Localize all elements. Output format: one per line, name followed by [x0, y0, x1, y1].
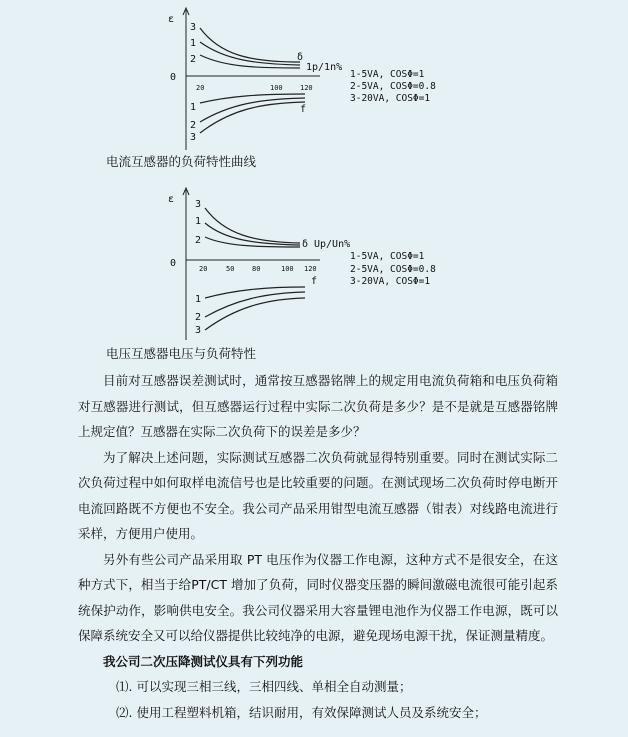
fig1-x-axis-label: 1p/1n% — [306, 62, 343, 73]
fig1-tick: 100 — [270, 84, 283, 92]
fig1-upper-curve-3 — [200, 28, 300, 62]
fig2-origin-label: 0 — [170, 258, 177, 269]
paragraph: 另外有些公司产品采用取 PT 电压作为仪器工作电源，这种方式不是很安全，在这种方式下，相当于给PT/CT 增加了负荷，同时仪器变压器的瞬间激磁电流很可能引起系统保护动作，影响供电安全。我公司仪器采用大容量锂电池作为仪器工作电源，既可以保障系统安全又可以给仪器提供比较纯净的电源，避免现场电源干扰，保证测量精度。 — [78, 551, 558, 643]
fig1-lower-curve-2 — [200, 98, 305, 122]
fig2-legend-item: 3-20VA, COSΦ=1 — [350, 276, 431, 287]
fig1-legend-item: 1-5VA, COSΦ=1 — [350, 69, 425, 80]
fig1-delta-label: δ — [297, 52, 304, 63]
fig1-curve-label: 2 — [190, 54, 197, 65]
fig2-lower-curve-3 — [205, 298, 305, 330]
document-body — [78, 368, 558, 725]
fig2-curve-label: 1 — [195, 294, 202, 305]
fig1-curve-label: 1 — [190, 38, 197, 49]
fig2-f-label: f — [311, 276, 318, 287]
fig1-y-axis-label: ε — [168, 14, 175, 25]
fig1-caption: 电流互感器的负荷特性曲线 — [106, 154, 257, 169]
fig2-curve-label: 3 — [195, 325, 202, 336]
fig1-legend-item: 2-5VA, COSΦ=0.8 — [350, 81, 436, 92]
fig1-curve-label: 2 — [190, 120, 197, 131]
fig2-caption: 电压互感器电压与负荷特性 — [106, 346, 257, 361]
fig2-tick: 20 — [199, 265, 208, 273]
fig2-curve-label: 1 — [195, 216, 202, 227]
fig2-upper-curve-3 — [205, 208, 300, 243]
fig2-delta-label: δ — [302, 239, 309, 250]
fig2-curve-label: 3 — [195, 199, 202, 210]
current-transformer-chart — [0, 0, 628, 160]
feature-item: ⑴. 可以实现三相三线，三相四线、单相全自动测量； — [116, 679, 412, 694]
fig2-legend-item: 1-5VA, COSΦ=1 — [350, 251, 425, 262]
fig1-curve-label: 3 — [190, 22, 197, 33]
fig2-tick: 80 — [252, 265, 261, 273]
paragraph: 目前对互感器误差测试时，通常按互感器铭牌上的规定用电流负荷箱和电压负荷箱对互感器进行测试，但互感器运行过程中实际二次负荷是多少？是不是就是互感器铭牌上规定值？互感器在实际二次负荷下的误差是多少？ — [78, 373, 558, 439]
fig1-curve-label: 1 — [190, 102, 197, 113]
fig2-tick: 50 — [226, 265, 235, 273]
fig2-tick: 120 — [304, 265, 317, 273]
fig2-curve-label: 2 — [195, 235, 202, 246]
voltage-transformer-chart — [0, 180, 628, 345]
fig1-tick: 20 — [196, 84, 205, 92]
fig1-tick: 120 — [300, 84, 313, 92]
fig2-y-axis-label: ε — [168, 194, 175, 205]
fig1-lower-curve-3 — [200, 102, 305, 133]
section-heading: 我公司二次压降测试仪具有下列功能 — [103, 653, 304, 669]
feature-item: ⑵. 使用工程塑料机箱，结识耐用，有效保障测试人员及系统安全； — [116, 704, 487, 720]
fig2-tick: 100 — [281, 265, 294, 273]
fig2-legend-item: 2-5VA, COSΦ=0.8 — [350, 264, 436, 275]
fig1-origin-label: 0 — [170, 72, 177, 83]
fig1-curve-label: 3 — [190, 132, 197, 143]
fig2-curve-label: 2 — [195, 312, 202, 323]
fig1-legend-item: 3-20VA, COSΦ=1 — [350, 93, 431, 104]
fig2-x-axis-label: Up/Un% — [314, 239, 351, 250]
paragraph: 为了解决上述问题，实际测试互感器二次负荷就显得特别重要。同时在测试实际二次负荷过程中如何取样电流信号也是比较重要的问题。在测试现场二次负荷时停电断开电流回路既不方便也不安全。我公司产品采用钳型电流互感器（钳表）对线路电流进行采样，方便用户使用。 — [78, 449, 558, 541]
fig1-f-label: f — [300, 104, 307, 115]
